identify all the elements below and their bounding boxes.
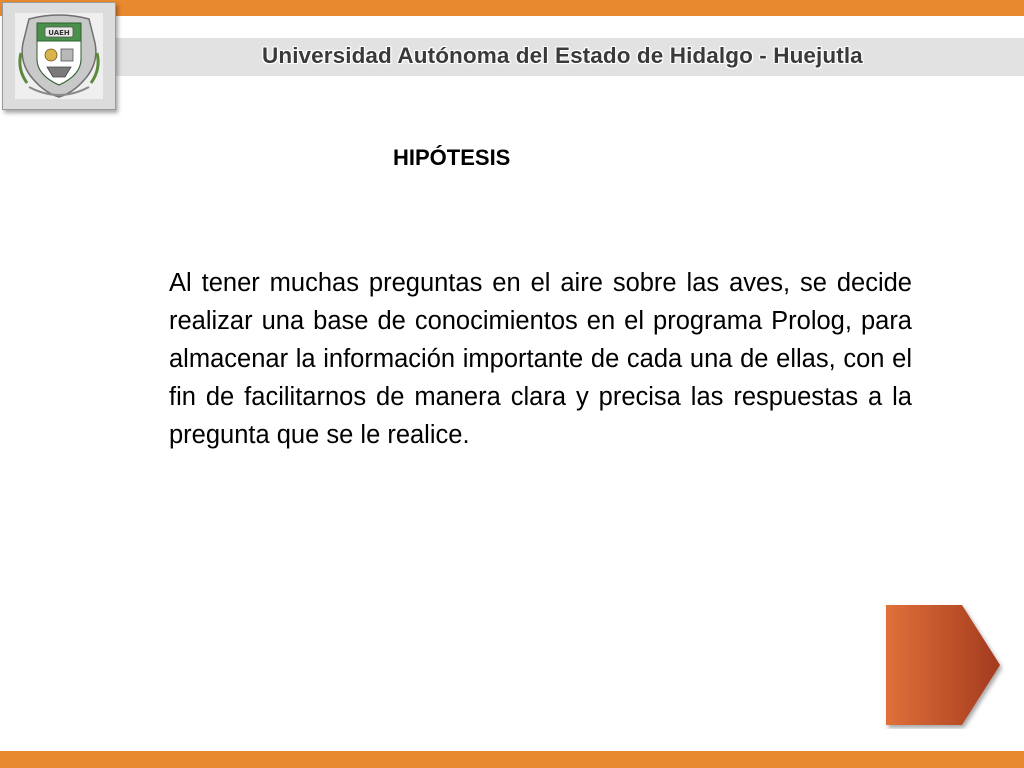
university-title: Universidad Autónoma del Estado de Hidalgo - Huejutla <box>262 43 863 68</box>
svg-text:UAEH: UAEH <box>48 29 70 37</box>
slide-title: HIPÓTESIS <box>393 145 511 170</box>
university-crest-icon <box>15 13 103 99</box>
top-accent-bar <box>0 0 1024 16</box>
university-logo <box>2 2 116 110</box>
hypothesis-paragraph: Al tener muchas preguntas en el aire sobre las aves, se decide realizar una base de conocimientos en el programa Prolog, para almacenar la información importante de cada una de ellas, con el fin de facilitarnos de manera clara y precisa las respuestas a la pregunta que se le realice. <box>169 269 912 449</box>
bottom-accent-bar <box>0 751 1024 768</box>
next-arrow-icon[interactable] <box>884 603 1004 729</box>
